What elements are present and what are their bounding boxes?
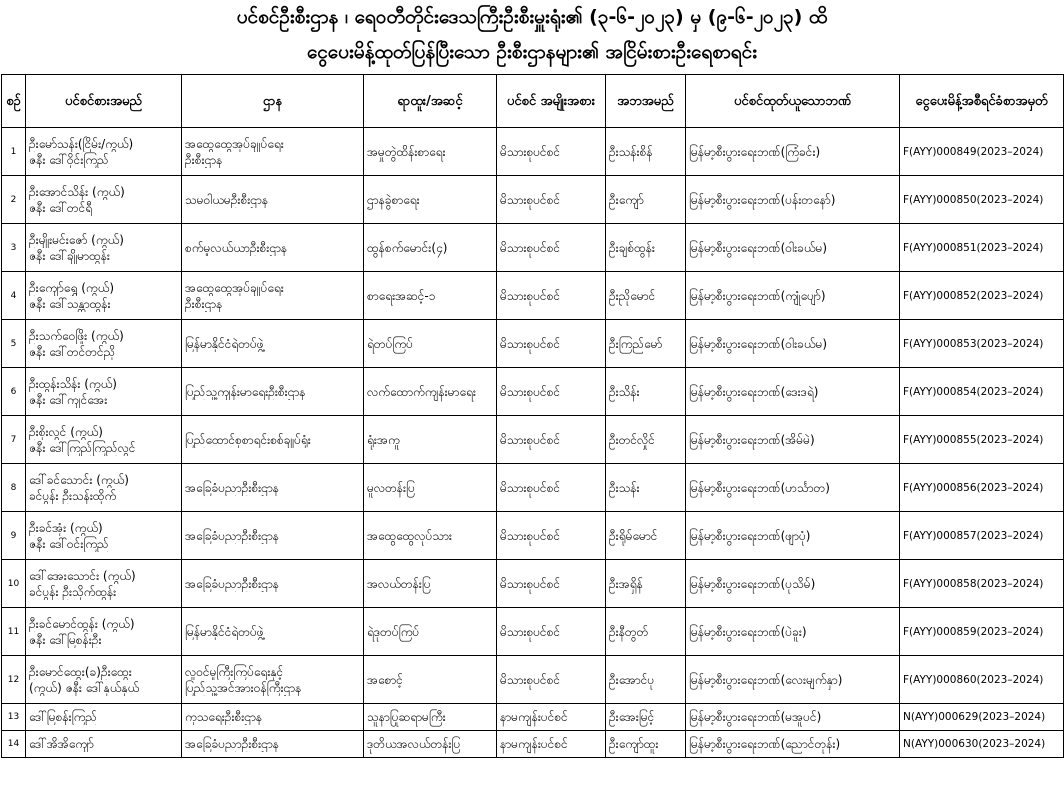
- bank-branch: မြန်မာ့စီးပွားရေးဘဏ်(ဝါးခယ်မ): [686, 224, 900, 272]
- pensioner-name: [26, 704, 182, 731]
- pensioner-name-line: ဇနီး ဒေါ်ကြည်ကြည်လွင်: [29, 440, 136, 455]
- pension-type: နာမကျန်းပင်စင်: [497, 731, 606, 758]
- pensioner-name-line: ဇနီး ဒေါ်ဝင်းကြည်: [29, 536, 109, 551]
- order-code: N(AYY)000630(2023–2024): [900, 731, 1064, 758]
- rank: ဌာနခွဲစာရေး: [364, 176, 497, 224]
- department-line: အခြေခံပညာဦးစီးဌာန: [185, 480, 279, 495]
- pension-type: မိသားစုပင်စင်: [497, 128, 606, 176]
- row-number: 12: [2, 656, 26, 704]
- table-row: [2, 656, 1064, 704]
- department: [182, 176, 364, 224]
- father-name: ဦးညိုမောင်: [606, 272, 686, 320]
- document-subtitle: ငွေပေးမိန့်ထုတ်ပြန်ပြီးသော ဦးစီးဌာနများ၏ အငြိမ်းစားဦးရေစာရင်း: [306, 41, 758, 63]
- pensioner-name-line: ဦးခင်မောင်ထွန်း (ကွယ်): [29, 616, 135, 631]
- pension-type: မိသားစုပင်စင်: [497, 464, 606, 512]
- row-number: 9: [2, 512, 26, 560]
- row-number: 2: [2, 176, 26, 224]
- row-number: 13: [2, 704, 26, 731]
- pensioner-name: [26, 560, 182, 608]
- rank: လက်ထောက်ကျန်းမာရေး: [364, 368, 497, 416]
- table-row: [2, 320, 1064, 368]
- bank-branch: မြန်မာ့စီးပွားရေးဘဏ်(ကျုံပျော်): [686, 272, 900, 320]
- table-row: [2, 224, 1064, 272]
- pension-table: [1, 74, 1064, 758]
- bank-branch: မြန်မာ့စီးပွားရေးဘဏ်(ကြံခင်း): [686, 128, 900, 176]
- pensioner-name-line: ဇနီး ဒေါ်တင်ရီ: [29, 200, 93, 215]
- bank-branch: မြန်မာ့စီးပွားရေးဘဏ်(ပုသိမ်): [686, 560, 900, 608]
- header-rank: ရာထူး/အဆင့်: [364, 75, 497, 128]
- pension-type: မိသားစုပင်စင်: [497, 560, 606, 608]
- bank-branch: မြန်မာ့စီးပွားရေးဘဏ်(ညောင်တုန်း): [686, 731, 900, 758]
- table-row: [2, 464, 1064, 512]
- pensioner-name-line: ဇနီး ဒေါ်ချိုမာထွန်း: [29, 248, 110, 263]
- pension-type: မိသားစုပင်စင်: [497, 512, 606, 560]
- department-line: မြန်မာနိုင်ငံရဲတပ်ဖွဲ့: [185, 336, 264, 351]
- department-line: ဦးစီးဌာန: [185, 296, 223, 311]
- bank-branch: မြန်မာ့စီးပွားရေးဘဏ်(ပန်းတနော်): [686, 176, 900, 224]
- pensioner-name: [26, 656, 182, 704]
- order-code: F(AYY)000860(2023–2024): [900, 656, 1064, 704]
- row-number: 7: [2, 416, 26, 464]
- pension-type: မိသားစုပင်စင်: [497, 368, 606, 416]
- order-code: F(AYY)000852(2023–2024): [900, 272, 1064, 320]
- department: [182, 731, 364, 758]
- rank: ရုံးအကူ: [364, 416, 497, 464]
- rank: ရဲတပ်ကြပ်: [364, 320, 497, 368]
- department: [182, 224, 364, 272]
- pension-type: မိသားစုပင်စင်: [497, 608, 606, 656]
- table-row: [2, 176, 1064, 224]
- rank: ဒုတိယအလယ်တန်းပြ: [364, 731, 497, 758]
- order-code: F(AYY)000850(2023–2024): [900, 176, 1064, 224]
- father-name: ဦးကြည်မော်: [606, 320, 686, 368]
- father-name: ဦးကျော်ထူး: [606, 731, 686, 758]
- father-name: ဦးအောင်ပု: [606, 656, 686, 704]
- pensioner-name-line: ဦးမော်သန်း(ငြိမ်း/ကွယ်): [29, 136, 134, 151]
- header-no: စဉ်: [2, 75, 26, 128]
- department: [182, 320, 364, 368]
- bank-branch: မြန်မာ့စီးပွားရေးဘဏ်(ဝါးခယ်မ): [686, 320, 900, 368]
- pensioner-name: [26, 320, 182, 368]
- pensioner-name-line: ဇနီး ဒေါ်သန္တာထွန်း: [29, 296, 111, 311]
- bank-branch: မြန်မာ့စီးပွားရေးဘဏ်(ဟင်္သာတ): [686, 464, 900, 512]
- bank-branch: မြန်မာ့စီးပွားရေးဘဏ်(ပဲခူး): [686, 608, 900, 656]
- pensioner-name-line: ဇနီး ဒေါ်မြစန်းဦး: [29, 632, 102, 647]
- pensioner-name: [26, 464, 182, 512]
- table-header-row: [2, 75, 1064, 128]
- department-line: ပြည်သူ့ကျန်းမာရေးဦးစီးဌာန: [185, 384, 306, 399]
- table-row: [2, 704, 1064, 731]
- table-row: [2, 272, 1064, 320]
- bank-branch: မြန်မာ့စီးပွားရေးဘဏ်(မအူပင်): [686, 704, 900, 731]
- table-row: [2, 608, 1064, 656]
- pensioner-name-line: ဇနီး ဒေါ်ကျင်အေး: [29, 392, 108, 407]
- pensioner-name-line: ဦးစိုးလွင် (ကွယ်): [29, 424, 103, 439]
- row-number: 5: [2, 320, 26, 368]
- table-row: [2, 512, 1064, 560]
- pensioner-name-line: ဦးမျိုးမင်းဇော် (ကွယ်): [29, 232, 124, 247]
- department: [182, 512, 364, 560]
- order-code: F(AYY)000858(2023–2024): [900, 560, 1064, 608]
- department-line: ကုသရေးဦးစီးဌာန: [185, 710, 263, 724]
- rank: အစောင့်: [364, 656, 497, 704]
- pensioner-name: [26, 128, 182, 176]
- order-code: F(AYY)000859(2023–2024): [900, 608, 1064, 656]
- pensioner-name: [26, 608, 182, 656]
- table-row: [2, 368, 1064, 416]
- pensioner-name-line: ဦးမောင်ထွေး(ခ)ဦးထွေး: [29, 664, 132, 679]
- row-number: 4: [2, 272, 26, 320]
- pensioner-name: [26, 416, 182, 464]
- pension-type: မိသားစုပင်စင်: [497, 416, 606, 464]
- pensioner-name: [26, 731, 182, 758]
- table-row: [2, 128, 1064, 176]
- department: [182, 368, 364, 416]
- rank: အလယ်တန်းပြ: [364, 560, 497, 608]
- department-line: အခြေခံပညာဦးစီးဌာန: [185, 737, 279, 751]
- department: [182, 656, 364, 704]
- department: [182, 128, 364, 176]
- father-name: ဦးအေးမြင့်: [606, 704, 686, 731]
- order-code: F(AYY)000854(2023–2024): [900, 368, 1064, 416]
- department: [182, 704, 364, 731]
- pensioner-name-line: ဇနီး ဒေါ်ဝိုင်းကြည်: [29, 152, 109, 167]
- pensioner-name: [26, 512, 182, 560]
- department-line: ပြည်ထောင်စုစာရင်းစစ်ချုပ်ရုံး: [185, 432, 311, 447]
- pensioner-name-line: ခင်ပွန်း ဦးသိုက်ထွန်း: [29, 584, 117, 599]
- father-name: ဦးသိန်း: [606, 368, 686, 416]
- bank-branch: မြန်မာ့စီးပွားရေးဘဏ်(ဒေးဒရဲ): [686, 368, 900, 416]
- department-line: ဦးစီးဌာန: [185, 152, 223, 167]
- pensioner-name-line: ဒေါ်အိအိကျော်: [29, 737, 94, 751]
- table-row: [2, 560, 1064, 608]
- department: [182, 272, 364, 320]
- header-father: အဘအမည်: [606, 75, 686, 128]
- rank: အထွေထွေလုပ်သား: [364, 512, 497, 560]
- department-line: စက်မှုလယ်ယာဦးစီးဌာန: [185, 240, 288, 255]
- header-type: ပင်စင် အမျိုးအစား: [497, 75, 606, 128]
- pensioner-name-line: ဒေါ်အေးသောင်း (ကွယ်): [29, 568, 136, 583]
- pensioner-name-line: ဦးအောင်သိန်း (ကွယ်): [29, 184, 125, 199]
- pension-type: နာမကျန်းပင်စင်: [497, 704, 606, 731]
- table-body: [2, 128, 1064, 758]
- order-code: F(AYY)000855(2023–2024): [900, 416, 1064, 464]
- department-line: မြန်မာနိုင်ငံရဲတပ်ဖွဲ့: [185, 624, 264, 639]
- header-office: ပင်စင်ထုတ်ယူသောဘဏ်: [686, 75, 900, 128]
- pension-type: မိသားစုပင်စင်: [497, 176, 606, 224]
- pensioner-name-line: ဦးကျော်ရွှေ (ကွယ်): [29, 280, 115, 295]
- father-name: ဦးနီတွတ်: [606, 608, 686, 656]
- pension-type: မိသားစုပင်စင်: [497, 272, 606, 320]
- department: [182, 560, 364, 608]
- department-line: အထွေထွေအုပ်ချုပ်ရေး: [185, 136, 284, 151]
- pension-type: မိသားစုပင်စင်: [497, 320, 606, 368]
- row-number: 11: [2, 608, 26, 656]
- rank: ရဲဒုတပ်ကြပ်: [364, 608, 497, 656]
- pensioner-name: [26, 368, 182, 416]
- rank: စာရေးအဆင့်-၁: [364, 272, 497, 320]
- order-code: F(AYY)000851(2023–2024): [900, 224, 1064, 272]
- father-name: ဦးကျော်: [606, 176, 686, 224]
- department-line: အခြေခံပညာဦးစီးဌာန: [185, 576, 279, 591]
- row-number: 3: [2, 224, 26, 272]
- bank-branch: မြန်မာ့စီးပွားရေးဘဏ်(ဖျာပုံ): [686, 512, 900, 560]
- pensioner-name: [26, 224, 182, 272]
- pension-type: မိသားစုပင်စင်: [497, 224, 606, 272]
- father-name: ဦးသန်း: [606, 464, 686, 512]
- row-number: 6: [2, 368, 26, 416]
- department: [182, 416, 364, 464]
- header-dept: ဌာန: [182, 75, 364, 128]
- department-line: ပြည်သူ့အင်အားဝန်ကြီးဌာန: [185, 680, 302, 695]
- pensioner-name-line: ဦးသက်ဝေဖြိုး (ကွယ်): [29, 328, 124, 343]
- document-title: ပင်စင်ဦးစီးဌာန ၊ ရေဝတီတိုင်းဒေသကြီးဦးစီးမှူးရုံး၏ (၃-၆-၂၀၂၃) မှ (၉-၆-၂၀၂၃) ထိ: [236, 6, 828, 28]
- father-name: ဦးရိုမ်မောင်: [606, 512, 686, 560]
- father-name: ဦးချစ်ထွန်း: [606, 224, 686, 272]
- order-code: F(AYY)000857(2023–2024): [900, 512, 1064, 560]
- father-name: ဦးတင်လှိုင်: [606, 416, 686, 464]
- row-number: 14: [2, 731, 26, 758]
- rank: သူနာပြုဆရာမကြီး: [364, 704, 497, 731]
- department: [182, 608, 364, 656]
- bank-branch: မြန်မာ့စီးပွားရေးဘဏ်(အိမ်မဲ): [686, 416, 900, 464]
- department-line: လူဝင်မှုကြီးကြပ်ရေးနှင့်: [185, 664, 284, 679]
- rank: အမှုတွဲထိန်းစာရေး: [364, 128, 497, 176]
- department-line: အခြေခံပညာဦးစီးဌာန: [185, 528, 279, 543]
- pensioner-name: [26, 176, 182, 224]
- rank: ထွန်စက်မောင်း(၄): [364, 224, 497, 272]
- pension-type: မိသားစုပင်စင်: [497, 656, 606, 704]
- pensioner-name-line: ဒေါ်ခင်သောင်း (ကွယ်): [29, 472, 129, 487]
- department: [182, 464, 364, 512]
- order-code: N(AYY)000629(2023–2024): [900, 704, 1064, 731]
- pensioner-name-line: ခင်ပွန်း ဦးသန်းထိုက်: [29, 488, 117, 503]
- pensioner-name-line: ဦးထွန်းသိန်း (ကွယ်): [29, 376, 117, 391]
- order-code: F(AYY)000856(2023–2024): [900, 464, 1064, 512]
- header-code: ငွေပေးမိန့်အစီရင်ခံစာအမှတ်: [900, 75, 1064, 128]
- bank-branch: မြန်မာ့စီးပွားရေးဘဏ်(လေးမျက်နှာ): [686, 656, 900, 704]
- father-name: ဦးသန်းစိန်: [606, 128, 686, 176]
- department-line: သမဝါယမဦးစီးဌာန: [185, 192, 269, 207]
- table-row: [2, 731, 1064, 758]
- pensioner-name-line: ဦးခင်အုံး (ကွယ်): [29, 520, 103, 535]
- header-name: ပင်စင်စားအမည်: [26, 75, 182, 128]
- pensioner-name-line: (ကွယ်) ဇနီး ဒေါ်နှယ်နှယ်: [29, 680, 140, 695]
- order-code: F(AYY)000853(2023–2024): [900, 320, 1064, 368]
- department-line: အထွေထွေအုပ်ချုပ်ရေး: [185, 280, 284, 295]
- pensioner-name-line: ဒေါ်မြစန်းကြည်: [29, 710, 97, 724]
- row-number: 10: [2, 560, 26, 608]
- father-name: ဦးအရှိန်: [606, 560, 686, 608]
- rank: မူလတန်းပြ: [364, 464, 497, 512]
- pensioner-name: [26, 272, 182, 320]
- table-row: [2, 416, 1064, 464]
- row-number: 8: [2, 464, 26, 512]
- order-code: F(AYY)000849(2023–2024): [900, 128, 1064, 176]
- pensioner-name-line: ဇနီး ဒေါ်တင်တင်ညို: [29, 344, 116, 359]
- row-number: 1: [2, 128, 26, 176]
